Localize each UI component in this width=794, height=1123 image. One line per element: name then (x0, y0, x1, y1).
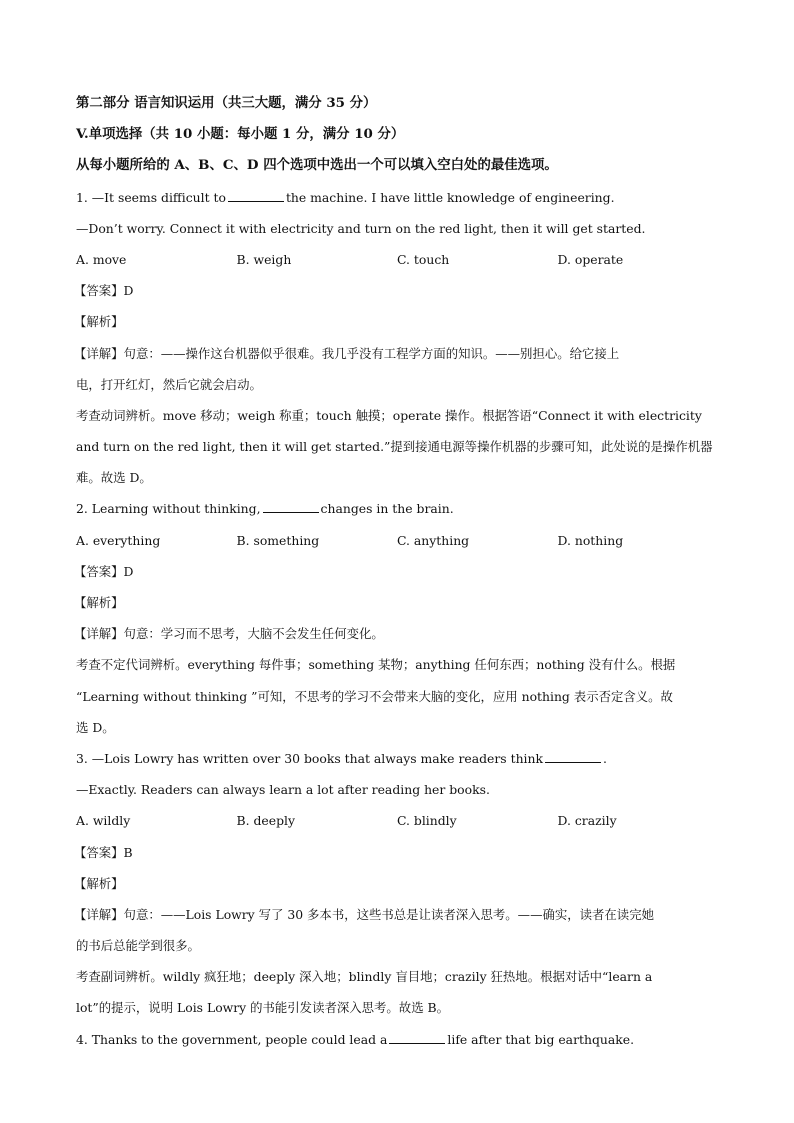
question-1-answer: 【答案】D (74, 283, 134, 299)
question-3-explanation-2: lot”的提示，说明 Lois Lowry 的书能引发读者深入思考。故选 B。 (76, 1000, 450, 1016)
option-d: D. crazily (557, 813, 617, 829)
answer-blank (228, 189, 284, 202)
question-2-answer: 【答案】D (74, 563, 134, 579)
question-2-explanation-1: 考查不定代词辨析。everything 每件事；something 某物；anything 任何东西；nothing 没有什么。根据 (76, 657, 676, 673)
option-a: A. move (76, 251, 127, 267)
section-title: 第二部分 语言知识运用（共三大题，满分 35 分） (76, 95, 377, 111)
question-3-options (76, 805, 718, 836)
question-3-detail-2: 的书后总能学到很多。 (76, 938, 200, 954)
option-d: D. operate (557, 251, 624, 267)
question-4-stem: 4. Thanks to the government, people could lead a life after that big earthquake. (76, 1031, 635, 1047)
section-instruction: 从每小题所给的 A、B、C、D 四个选项中选出一个可以填入空白处的最佳选项。 (76, 157, 558, 174)
question-1-detail-1: 【详解】句意：——操作这台机器似乎很难。我几乎没有工程学方面的知识。——别担心。给它接上 (74, 345, 620, 361)
question-3-detail-1: 【详解】句意：——Lois Lowry 写了 30 多本书，这些书总是让读者深入思考。——确实，读者在读完她 (74, 906, 654, 922)
question-1-analysis: 【解析】 (74, 314, 124, 330)
option-c: C. touch (397, 251, 450, 267)
option-c: C. blindly (397, 813, 457, 829)
question-2-explanation-3: 选 D。 (76, 719, 115, 735)
option-b: B. weigh (236, 251, 292, 267)
answer-blank (263, 500, 319, 513)
option-d: D. nothing (557, 532, 624, 548)
question-3-line2: —Exactly. Readers can always learn a lot after reading her books. (76, 782, 490, 798)
option-a: A. everything (76, 532, 161, 548)
question-2-explanation-2: “Learning without thinking ”可知，不思考的学习不会带来大脑的变化，应用 nothing 表示否定含义。故 (76, 688, 673, 704)
question-1-explanation-2: and turn on the red light, then it will get started.”提到接通电源等操作机器的步骤可知，此处说的是操作机器 (76, 439, 713, 455)
answer-blank (545, 750, 601, 763)
question-2-options (76, 525, 718, 556)
question-1-options (76, 244, 718, 275)
question-2-analysis: 【解析】 (74, 595, 124, 610)
answer-blank (389, 1031, 445, 1044)
option-b: B. deeply (236, 813, 295, 829)
document-page (76, 88, 718, 1055)
question-1-stem: 1. —It seems difficult to the machine. I have little knowledge of engineering. (76, 189, 615, 205)
question-3-answer: 【答案】B (74, 844, 133, 860)
question-2-stem: 2. Learning without thinking, changes in the brain. (76, 501, 454, 517)
question-1-explanation-3: 难。故选 D。 (76, 470, 152, 486)
section-subtitle: V.单项选择（共 10 小题：每小题 1 分，满分 10 分） (76, 126, 405, 143)
option-b: B. something (236, 532, 320, 548)
question-1-detail-2: 电，打开红灯，然后它就会启动。 (76, 376, 262, 392)
question-2-detail-1: 【详解】句意：学习而不思考，大脑不会发生任何变化。 (74, 626, 384, 642)
option-c: C. anything (397, 532, 470, 548)
question-3-explanation-1: 考查副词辨析。wildly 疯狂地；deeply 深入地；blindly 盲目地；crazily 狂热地。根据对话中“learn a (76, 969, 653, 985)
question-1-explanation-1: 考查动词辨析。move 移动；weigh 称重；touch 触摸；operate 操作。根据答语“Connect it with electricity (76, 407, 702, 423)
question-1-line2: —Don’t worry. Connect it with electricity and turn on the red light, then it will get started. (76, 220, 646, 236)
question-3-stem: 3. —Lois Lowry has written over 30 books that always make readers think . (76, 750, 607, 766)
option-a: A. wildly (76, 813, 131, 829)
question-3-analysis: 【解析】 (74, 875, 124, 891)
